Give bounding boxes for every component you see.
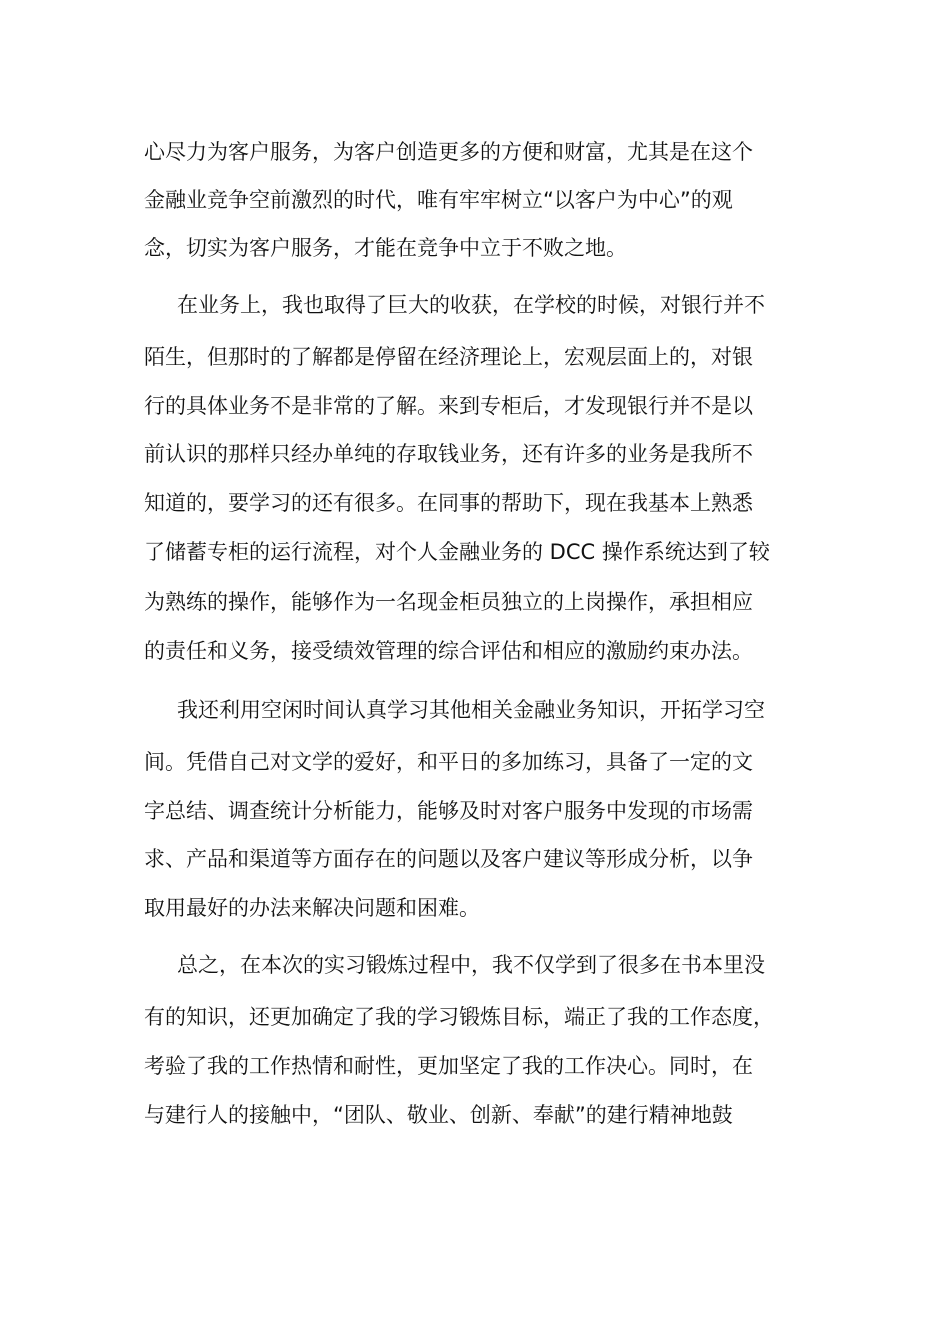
paragraph-1-line-1: 心尽力为客户服务，为客户创造更多的方便和财富，尤其是在这个 bbox=[144, 140, 753, 164]
paragraph-2-line-4: 前认识的那样只经办单纯的存取钱业务，还有许多的业务是我所不 bbox=[144, 442, 753, 466]
paragraph-1-line-3: 念，切实为客户服务，才能在竞争中立于不败之地。 bbox=[144, 236, 627, 260]
paragraph-3-line-5: 取用最好的办法来解决问题和困难。 bbox=[144, 896, 480, 920]
paragraph-4-line-1: 总之，在本次的实习锻炼过程中，我不仅学到了很多在书本里没 bbox=[177, 953, 765, 977]
paragraph-2-line-6: 了储蓄专柜的运行流程，对个人金融业务的 DCC 操作系统达到了较 bbox=[144, 540, 770, 564]
paragraph-3-line-3: 字总结、调查统计分析能力，能够及时对客户服务中发现的市场需 bbox=[144, 799, 753, 823]
paragraph-1-line-2: 金融业竞争空前激烈的时代，唯有牢牢树立“以客户为中心”的观 bbox=[144, 188, 733, 212]
paragraph-3-line-4: 求、产品和渠道等方面存在的问题以及客户建议等形成分析，以争 bbox=[144, 847, 753, 871]
paragraph-4-line-3: 考验了我的工作热情和耐性，更加坚定了我的工作决心。同时，在 bbox=[144, 1054, 753, 1078]
paragraph-2-line-8: 的责任和义务，接受绩效管理的综合评估和相应的激励约束办法。 bbox=[144, 639, 753, 663]
paragraph-2-line-2: 陌生，但那时的了解都是停留在经济理论上，宏观层面上的，对银 bbox=[144, 345, 753, 369]
paragraph-2-line-5: 知道的，要学习的还有很多。在同事的帮助下，现在我基本上熟悉 bbox=[144, 491, 753, 515]
paragraph-4-line-2: 有的知识，还更加确定了我的学习锻炼目标，端正了我的工作态度， bbox=[144, 1005, 774, 1029]
paragraph-3-line-2: 间。凭借自己对文学的爱好，和平日的多加练习，具备了一定的文 bbox=[144, 750, 753, 774]
paragraph-2-line-3: 行的具体业务不是非常的了解。来到专柜后，才发现银行并不是以 bbox=[144, 394, 753, 418]
paragraph-2-line-7: 为熟练的操作，能够作为一名现金柜员独立的上岗操作，承担相应 bbox=[144, 590, 753, 614]
paragraph-4-line-4: 与建行人的接触中，“团队、敬业、创新、奉献”的建行精神地鼓 bbox=[144, 1103, 733, 1127]
paragraph-3-line-1: 我还利用空闲时间认真学习其他相关金融业务知识，开拓学习空 bbox=[177, 698, 765, 722]
paragraph-2-line-1: 在业务上，我也取得了巨大的收获，在学校的时候，对银行并不 bbox=[177, 293, 765, 317]
